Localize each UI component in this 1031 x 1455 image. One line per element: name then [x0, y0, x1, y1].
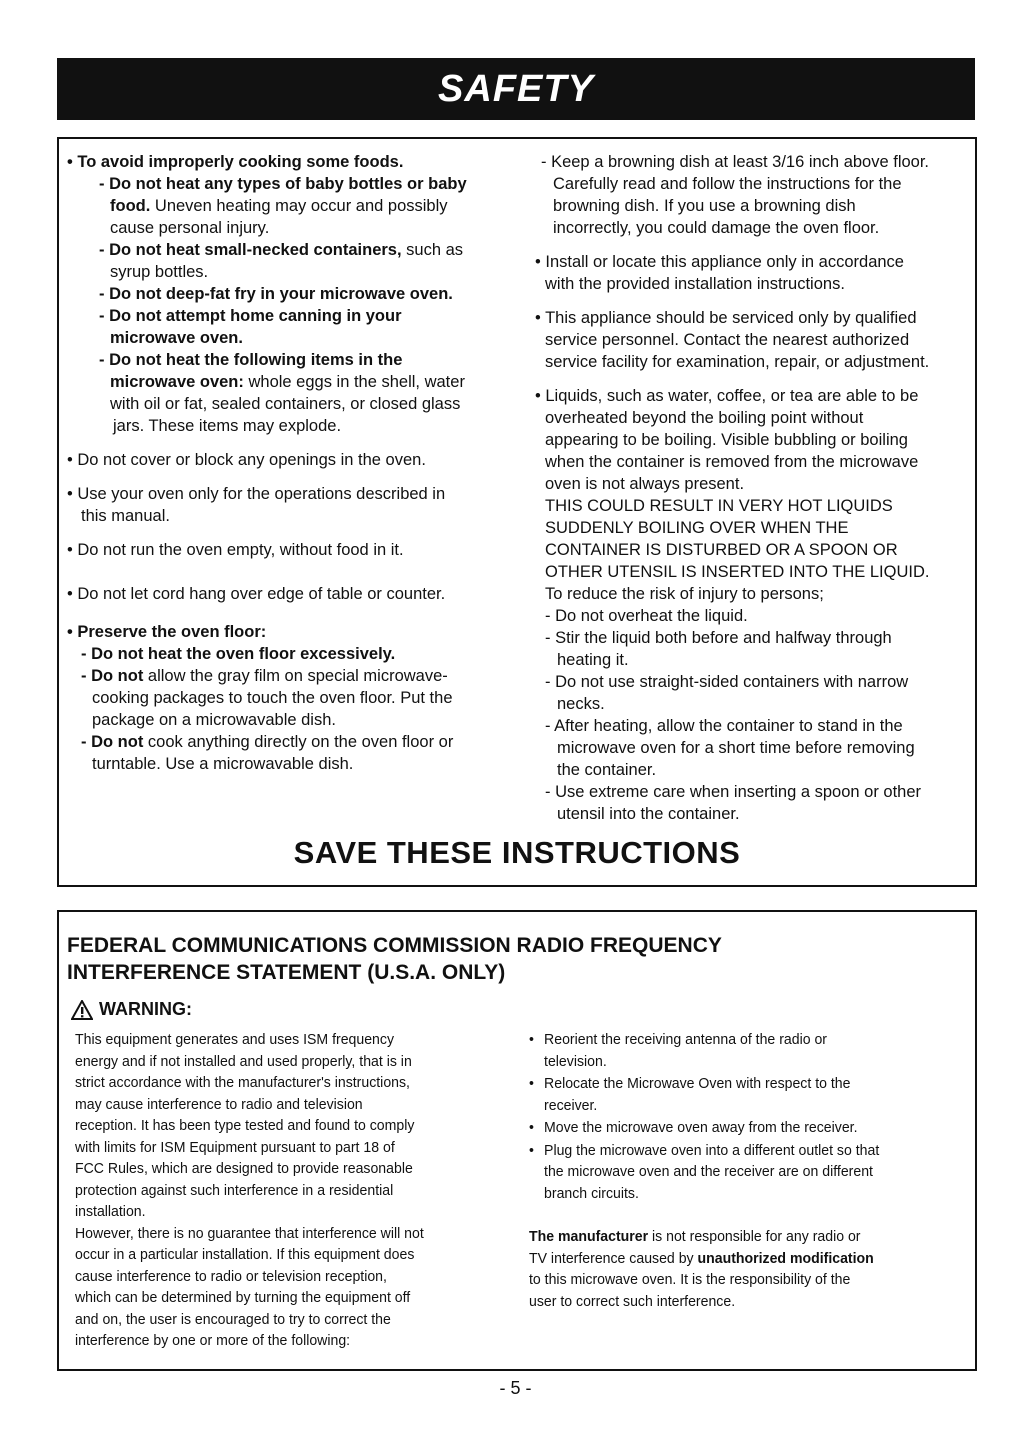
save-instructions-heading: SAVE THESE INSTRUCTIONS — [293, 835, 741, 870]
fcc-text-line: interference by one or more of the following: — [75, 1332, 351, 1349]
list-item-line: Plug the microwave oven into a different outlet so that — [544, 1141, 880, 1159]
fcc-text-line: and on, the user is encouraged to try to correct the — [75, 1310, 391, 1328]
list-item-line: Reorient the receiving antenna of the radio or — [544, 1031, 828, 1048]
manufacturer-note — [529, 1226, 943, 1312]
list-item: - Do not heat any types of baby bottles or baby — [99, 175, 467, 193]
list-item: browning dish. If you use a browning dish — [553, 197, 856, 215]
list-item: - Do not deep-fat fry in your microwave oven. — [99, 285, 453, 303]
list-item: • This appliance should be serviced only by qualified — [535, 309, 917, 327]
list-item: service facility for examination, repair, or adjustment. — [545, 353, 930, 371]
list-item — [81, 665, 507, 687]
list-item: - After heating, allow the container to stand in the — [545, 717, 903, 735]
list-item: - Do not overheat the liquid. — [545, 607, 748, 625]
list-item: CONTAINER IS DISTURBED OR A SPOON OR — [545, 541, 898, 559]
bold-text: - Do not — [81, 733, 144, 751]
list-item: • Do not run the oven empty, without food in it. — [67, 541, 404, 559]
text: allow the gray film on special microwave- — [143, 667, 448, 685]
text: TV interference caused by — [529, 1249, 698, 1267]
bold-text: food. — [110, 197, 151, 215]
bullet-icon: • — [529, 1075, 534, 1092]
list-item: • Preserve the oven floor: — [67, 623, 267, 641]
list-item-line: television. — [544, 1052, 607, 1070]
list-item: • Install or locate this appliance only in accordance — [535, 253, 904, 271]
fcc-bullet-list — [529, 1029, 943, 1204]
sub-list — [67, 643, 507, 775]
safety-right-column — [535, 151, 980, 825]
bold-text: microwave oven: — [110, 373, 244, 391]
list-item: Carefully read and follow the instructions for the — [553, 175, 902, 193]
bold-text: - Do not heat small-necked containers, — [99, 241, 402, 259]
fcc-title-line: INTERFERENCE STATEMENT (U.S.A. ONLY) — [67, 961, 506, 984]
text: cook anything directly on the oven floor or — [143, 733, 454, 751]
list-item — [81, 731, 507, 753]
list-item: - Use extreme care when inserting a spoon or other — [545, 783, 922, 801]
fcc-text-line: installation. — [75, 1203, 146, 1220]
list-item — [529, 1140, 943, 1205]
list-item: cause personal injury. — [110, 219, 270, 237]
list-item: jars. These items may explode. — [113, 417, 342, 435]
list-item: - Do not heat the following items in the — [99, 351, 403, 369]
fcc-text-line: which can be determined by turning the equipment off — [75, 1289, 411, 1306]
bullet-icon: • — [529, 1031, 534, 1048]
text: such as — [401, 241, 464, 259]
fcc-box — [57, 910, 977, 1371]
list-item: cooking packages to touch the oven floor. Put the — [92, 689, 453, 707]
fcc-text-line: with limits for ISM Equipment pursuant to part 18 of — [75, 1138, 395, 1156]
fcc-text-line: cause interference to radio or television reception, — [75, 1267, 387, 1285]
list-item: - Stir the liquid both before and halfway through — [545, 629, 892, 647]
safety-box — [57, 137, 977, 887]
text: whole eggs in the shell, water — [243, 373, 465, 391]
list-item: microwave oven. — [110, 329, 243, 347]
list-item-line: Relocate the Microwave Oven with respect to the — [544, 1075, 851, 1092]
warning-label — [71, 999, 192, 1020]
warning-text: WARNING: — [99, 999, 192, 1019]
list-item-line: Move the microwave oven away from the receiver. — [544, 1119, 858, 1136]
fcc-text-line: FCC Rules, which are designed to provide reasonable — [75, 1160, 413, 1177]
fcc-title-line: FEDERAL COMMUNICATIONS COMMISSION RADIO FREQUENCY — [67, 934, 722, 957]
list-item — [529, 1117, 943, 1139]
list-item: - Do not use straight-sided containers with narrow — [545, 673, 909, 691]
list-item — [99, 195, 507, 217]
note-line — [529, 1226, 943, 1248]
fcc-text-line: However, there is no guarantee that interference will not — [75, 1224, 424, 1242]
list-item: To reduce the risk of injury to persons; — [545, 585, 824, 603]
fcc-text-line: strict accordance with the manufacturer's instructions, — [75, 1074, 410, 1091]
list-item: overheated beyond the boiling point without — [545, 409, 864, 427]
list-item: with the provided installation instructions. — [545, 275, 845, 293]
fcc-right-column — [529, 1029, 943, 1312]
list-item: • Do not cover or block any openings in the oven. — [67, 451, 426, 469]
list-item: oven is not always present. — [545, 475, 745, 493]
list-item: when the container is removed from the microwave — [545, 453, 919, 471]
safety-left-column — [67, 151, 507, 775]
list-item-line: branch circuits. — [544, 1184, 639, 1202]
list-item: service personnel. Contact the nearest authorized — [545, 331, 910, 349]
fcc-title — [67, 932, 947, 986]
bullet-icon: • — [529, 1119, 534, 1136]
section-title: SAFETY — [438, 67, 594, 110]
list-item-line: the microwave oven and the receiver are on different — [544, 1163, 873, 1180]
list-item: utensil into the container. — [557, 805, 740, 823]
list-item: microwave oven for a short time before removing — [557, 739, 915, 757]
note-line: to this microwave oven. It is the responsibility of the — [529, 1271, 851, 1288]
fcc-text-line: occur in a particular installation. If this equipment does — [75, 1246, 415, 1263]
note-line: user to correct such interference. — [529, 1292, 736, 1310]
list-item: the container. — [557, 761, 657, 779]
fcc-left-column — [75, 1029, 479, 1352]
list-item: - Keep a browning dish at least 3/16 inch above floor. — [541, 153, 929, 171]
list-item: heating it. — [557, 651, 629, 669]
fcc-text-line: This equipment generates and uses ISM frequency — [75, 1031, 395, 1048]
sub-list — [67, 173, 507, 437]
list-item: with oil or fat, sealed containers, or closed glass — [110, 395, 461, 413]
list-item — [99, 371, 507, 393]
list-item — [529, 1029, 943, 1072]
page-number: - 5 - — [499, 1378, 532, 1398]
list-item: necks. — [557, 695, 605, 713]
fcc-text-line: protection against such interference in a residential — [75, 1181, 394, 1199]
bold-text: - Do not — [81, 667, 144, 685]
fcc-text-line: may cause interference to radio and television — [75, 1095, 363, 1113]
text: is not responsible for any radio or — [648, 1228, 861, 1245]
note-line — [529, 1248, 943, 1270]
fcc-text-line: reception. It has been type tested and found to comply — [75, 1117, 415, 1134]
bold-text: The manufacturer — [529, 1228, 649, 1245]
list-item: package on a microwavable dish. — [92, 711, 336, 729]
list-item: - Do not heat the oven floor excessively. — [81, 645, 396, 663]
bullet-icon: • — [529, 1141, 534, 1159]
list-item: syrup bottles. — [110, 263, 209, 281]
warning-triangle-icon — [71, 1000, 93, 1020]
fcc-text-line: energy and if not installed and used properly, that is in — [75, 1052, 412, 1070]
list-item: turntable. Use a microwavable dish. — [92, 755, 354, 773]
list-item: appearing to be boiling. Visible bubbling or boiling — [545, 431, 908, 449]
list-item: - Do not attempt home canning in your — [99, 307, 402, 325]
list-item: • Liquids, such as water, coffee, or tea are able to be — [535, 387, 919, 405]
list-item: • Do not let cord hang over edge of table or counter. — [67, 585, 446, 603]
list-item: OTHER UTENSIL IS INSERTED INTO THE LIQUID. — [545, 563, 930, 581]
section-header — [57, 58, 975, 120]
list-item: incorrectly, you could damage the oven floor. — [553, 219, 880, 237]
list-item — [529, 1073, 943, 1116]
list-item: • To avoid improperly cooking some foods. — [67, 153, 404, 171]
list-item: • Use your oven only for the operations described in — [67, 485, 446, 503]
list-item-line: receiver. — [544, 1096, 598, 1114]
list-item: THIS COULD RESULT IN VERY HOT LIQUIDS — [545, 497, 893, 515]
list-item: this manual. — [81, 507, 170, 525]
bold-text: unauthorized modification — [697, 1249, 874, 1267]
list-item: SUDDENLY BOILING OVER WHEN THE — [545, 519, 849, 537]
list-item — [99, 239, 507, 261]
text: Uneven heating may occur and possibly — [150, 197, 448, 215]
